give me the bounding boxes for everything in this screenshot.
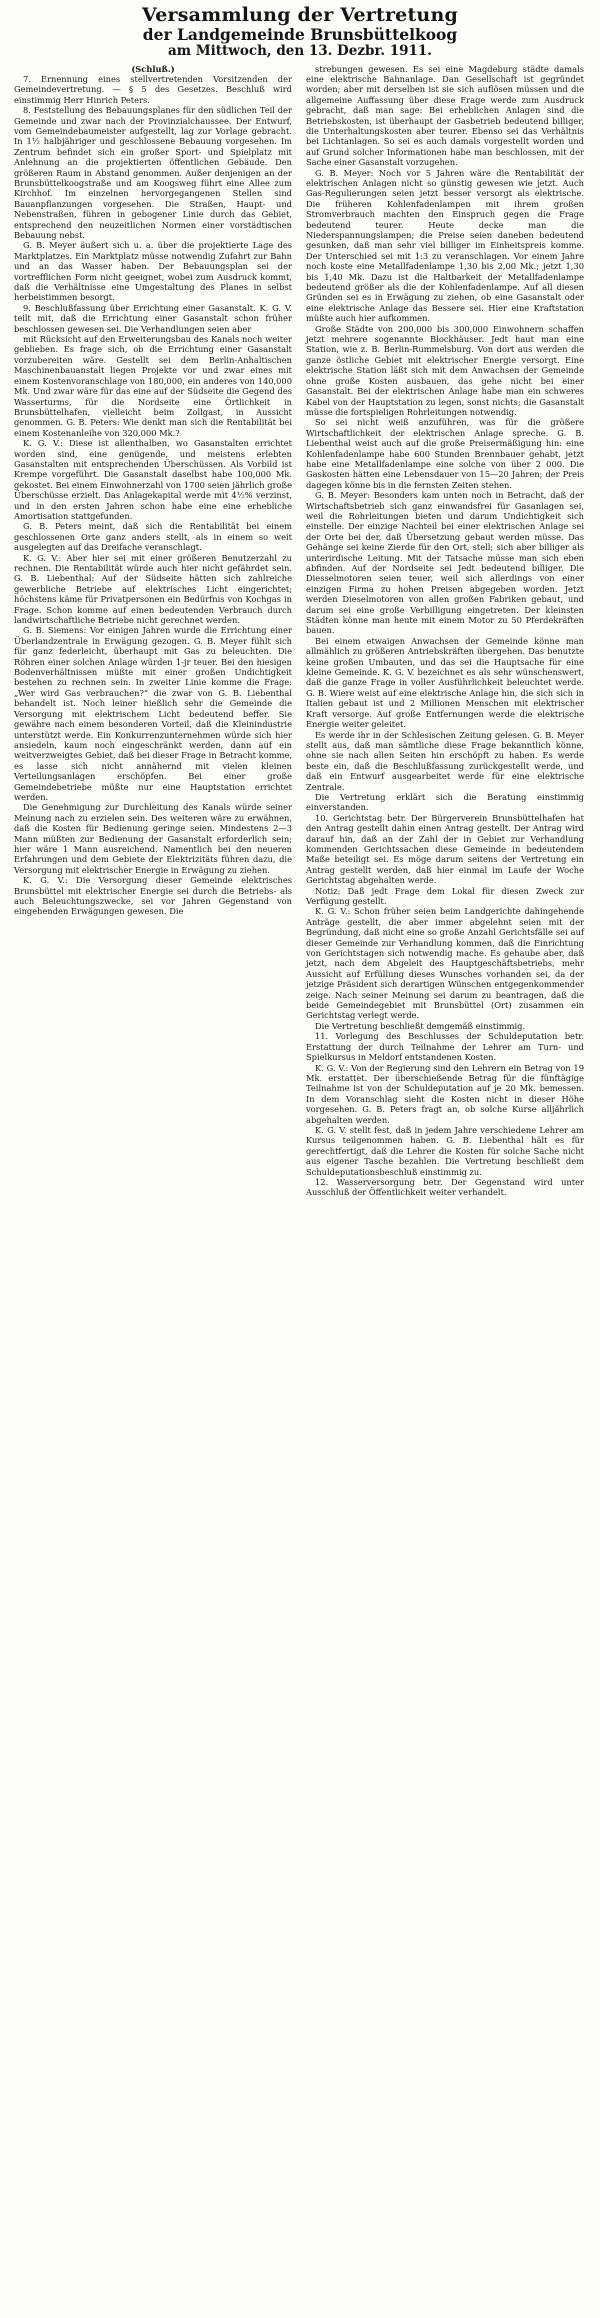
article-columns	[14, 64, 586, 1198]
paragraph: So sei nicht weiß anzuführen, was für die größere Wirtschaftlichkeit der elektrischen Anlage spreche. G. B. Liebenthal weist auch auf die große Preisermäßigung hin: eine Kohlenfadenlampe habe 600 Stunden Brennbauer gehabt, jetzt habe eine Metallfadenlampe eine solche von über 2 000. Die Gaskosten hätten eine Lebensdauer von 15—20 Jahren; der Preis dagegen könne bis in die fernsten Zeiten stehen.	[306, 417, 584, 490]
paragraph: Die Genehmigung zur Durchleitung des Kanals würde seiner Meinung nach zu erzielen sein. Des weiteren wäre zu erwähnen, daß die Kosten für Bedienung geringe seien. Mindestens 2—3 Mann müßten zur Bedienung der Gasanstalt erforderlich sein; hier wäre 1 Mann ausreichend. Namentlich bei den neueren Erfahrungen und dem Gebiete der Elektrizitäts führen dazu, die Versorgung mit elektrischer Energie in Erwägung zu ziehen.	[14, 802, 292, 875]
paragraph: 12. Wasserversorgung betr. Der Gegenstand wird unter Ausschluß der Öffentlichkeit weiter verhandelt.	[306, 1176, 584, 1198]
paragraph: G. B. Peters meint, daß sich die Rentabilität bei einem geschlossenen Orte ganz anders stellt, als in einem so weit ausgelegten auf das Dreifache veranschlagt.	[14, 521, 292, 553]
paragraph: K. G. V.: Diese ist allenthalben, wo Gasanstalten errichtet worden sind, eine genügende, und meistens erlebten Gasanstalten mit entsprechenden Überschüssen. Als Vorbild ist Krempe vorgeführt. Die Gasanstalt daselbst habe 100,000 Mk. gekostet. Bei einem Einwohnerzahl von 1700 seien jährlich große Überschüsse erzielt. Das Anlagekapital werde mit 4½% verzinst, und in den ersten Jahren schon habe eine eine erhebliche Amortisation stattgefunden.	[14, 438, 292, 521]
subhead: (Schluß.)	[131, 63, 175, 74]
paragraph: G. B. Meyer äußert sich u. a. über die projektierte Lage des Marktplatzes. Ein Marktplatz müsse notwendig Zufahrt zur Bahn und an das Wasser haben. Der Bebauungsplan sei der vortrefflichen Form nicht geeignet, wobei zum Ausdruck kommt, daß die Verhältnisse eine Umgestaltung des Planes in selbst herbeistimmen besorgt.	[14, 240, 292, 303]
masthead-title: Versammlung der Vertretung	[142, 4, 458, 26]
paragraph: K. G. V.: Die Versorgung dieser Gemeinde elektrisches Brunsbüttel mit elektrischer Energie sei durch die Betriebs- als auch Beleuchtungszwecke, sei vor Jahren Gegenstand von eingehenden Erwägungen gewesen. Die	[14, 875, 292, 917]
paragraph: K. G. V.: Aber hier sei mit einer größeren Benutzerzahl zu rechnen. Die Rentabilität würde auch hier nicht gefährdet sein. G. B. Liebenthal: Auf der Südseite hätten sich zahlreiche gewerbliche Betriebe auf elektrisches Licht eingerichtet; höchstens käme für Privatpersonen ein Bedürfnis von Kochgas in Frage. Schon komme auf einen bedeutenden Verbrauch durch landwirtschaftliche Betriebe nicht gerechnet werden.	[14, 552, 292, 626]
paragraph: Große Städte von 200,000 bis 300,000 Einwohnern schaffen jetzt mehrere sogenannte Blockhäuser. Jedt haut man eine Station, wie z. B. Berlin-Rummelsburg. Von dort aus werden die ganze östliche Gebiet mit elektrischer Energie versorgt. Eine elektrische Station läßt sich mit dem Anwachsen der Gemeinde ohne große Kosten ausbauen, das gehe nicht bei einer Gasanstalt. Bei der elektrischen Anlage habe man ein schweres Kabel von der Hauptstation zu legen, sonst nichts; die Gasanstalt müsse die fortspieligen Rohrleitungen notwendig.	[306, 323, 584, 417]
masthead-date: am Mittwoch, den 13. Dezbr. 1911.	[167, 42, 432, 59]
paragraph: Die Vertretung erklärt sich die Beratung einstimmig einverstanden.	[306, 791, 584, 813]
paragraph: G. B. Meyer: Noch vor 5 Jahren wäre die Rentabilität der elektrischen Anlagen nicht so günstig gewesen wie jetzt. Auch Gas-Regulierungen seien jetzt besser versorgt als elektrische. Die früheren Kohlenfadenlampen mit ihrem großen Stromverbrauch machten den Einspruch gegen die Frage bedeutend teurer. Heute decke man die Niederspannungslampen; die Preise seien daneben bedeutend gesunken, daß man sehr viel billiger im Einheitspreis komme. Der Unterschied sei mit 1:3 zu veranschlagen. Vor einem Jahre noch koste eine Metallfadenlampe 1,30 bis 2,00 Mk.; jetzt 1,30 bis 1,40 Mk. Dazu ist die Haltbarkeit der Metallfadenlampe bedeutend größer als die der Kohlenfadenlampe. Auf all diesen Gründen sei es in Erwägung zu ziehen, ob eine Gasanstalt oder eine elektrische Anlage das Bessere sei. Hier eine Kraftstation müßte auch hier aufkommen.	[306, 167, 584, 324]
paragraph: Notiz: Daß jedt Frage dem Lokal für diesen Zweck zur Verfügung gestellt.	[306, 885, 584, 906]
masthead	[14, 6, 586, 60]
paragraph: K. G. V.: Schon früher seien beim Landgerichte dahingehende Anträge gestellt, die aber immer abgelehnt seien mit der Begründung, daß nicht eine so große Anzahl Gerichtsfälle sei auf dieser Gemeinde zur Verhandlung kommen, daß die Einrichtung von Gerichtstagen sich notwendig mache. Es gehaube aber, daß jetzt, nach dem Abgeleit des Hauptgeschäftsbetriebs, mehr Aussicht auf Erfüllung dieses Wunsches vorhanden sei, da der jetzige Präsident sich derartigen Wünschen entgegenkommender zeige. Nach seiner Meinung sei darum zu beantragen, daß die beide Gemeindegebiet mit Brunsbüttel (Ort) zusammen ein Gerichtstag verlegt werde.	[306, 906, 584, 1021]
paragraph: Bei einem etwaigen Anwachsen der Gemeinde könne man allmählich zu größeren Antriebskräften übergehen. Das benutzte keine großen Umbauten, und das sei die Hauptsache für eine kleine Gemeinde. K. G. V. bezeichnet es als sehr wünschenswert, daß die ganze Frage in voller Ausführlichkeit beleuchtet werde. G. B. Wiere weist auf eine elektrische Anlage hin, die sich sich in Italien gebaut ist und 2 Millionen Menschen mit elektrischer Kraft versorge. Auf große Entfernungen werde die elektrische Energie weiter geleitet.	[306, 635, 584, 730]
paragraph: 8. Feststellung des Bebauungsplanes für den südlichen Teil der Gemeinde und zwar nach der Provinzialchaussee. Der Entwurf, vom Gemeindebaumeister aufgestellt, lag zur Vorlage gebracht. In 1½ halbjähriger und geschlossene Bebauung vorgesehen. Im Zentrum befindet sich ein großer Sport- und Spielplatz mit Anlehnung an die projektierten öffentlichen Gebäude. Den größeren Raum in Abstand genommen. Außer denjenigen an der Brunsbüttelkoogstraße und am Koogsweg führt eine Allee zum Kirchhof. Im einzelnen hervorgegangenen Stellen sind Bauanpflanzungen vorgesehen. Die Straßen, Haupt- und Nebenstraßen, führen in gebogener Linie durch das Gebiet, entsprechend den neuzeitlichen Normen einer vorstädtischen Bebauung nebst.	[14, 105, 292, 240]
paragraph: strebungen gewesen. Es sei eine Magdeburg städte damals eine elektrische Bahnanlage. Dan Gesellschaft ist gegründet worden; aber mit derselben ist sie sich auflösen müssen und die allgemeine Auffassung über diese Frage werde zum Ausdruck gebracht, daß man sage: Bei erheblichen Anlagen sind die Betriebskosten, ist überhaupt der Gasbetrieb bedeutend billiger, die Unterhaltungskosten aber teurer. Ebenso sei das Verhältnis bei Lichtanlagen. So sei es auch damals vorgestellt worden und auf Grund solcher Informationen habe man beschlossen, mit der Sache einer Gasanstalt vorzugehen.	[306, 63, 584, 168]
paragraph: Es werde ihr in der Schlesischen Zeitung gelesen. G. B. Meyer stellt aus, daß man sämtliche diese Frage bekanntlich könne, ohne sie nach allen Seiten hin erschöpft zu haben. Es werde beste ein, daß die Beschlußfassung zurückgestellt werde, und daß ein Entwurf ausgearbeitet werde für eine elektrische Zentrale.	[306, 729, 584, 792]
paragraph: G. B. Siemens: Vor einigen Jahren wurde die Errichtung einer Überlandzentrale in Erwägung gezogen. G. B. Meyer fühlt sich für ganz federleicht, überhaupt mit Gas zu beleuchten. Die Röhren einer solchen Anlage würden 1-jr teuer. Bei den hiesigen Bodenverhältnissen müßte mit einer großen Undichtigkeit bestehen zu rechnen sein. In zweiter Linie komme die Frage: „Wer wird Gas verbrauchen?“ die zwar von G. B. Liebenthal behandelt ist. Noch leiner hießlich sehr die Gemeinde die Versorgung mit elektrischem Licht bedeutend beffer. Sie gewähre nach einem besonderen Vorteil, daß die Kleinindustrie unterstützt werde. Ein Konkurrenzunternehmen würde sich hier ansiedeln, kaum noch eingeschränkt werden, dann auf ein weitverzweigtes Gebiet, daß bei dieser Frage in Betracht komme, es lasse sich nicht annähernd mit vielen kleinen Verteilungsanlagen erschöpfen. Bei einer große Gemeindebetriebe müßte nur eine Hauptstation errichtet werden.	[14, 625, 292, 802]
paragraph: 7. Ernennung eines stellvertretenden Vorsitzenden der Gemeindevertretung. — § 5 des Gesetzes. Beschluß wird einstimmig Herr Hinrich Peters.	[14, 73, 292, 105]
left-column	[14, 64, 292, 1198]
paragraph: G. B. Meyer: Besonders kam unten noch in Betracht, daß der Wirtschaftsbetrieb sich ganz einwandsfrei für Gasanlagen sei, weil die Rohrleitungen bieten und darum Undichtigkeit sich einstelle. Der einzige Nachteil bei einer elektrischen Anlage sei der Orte bei der, daß Übersetzung gebaut werden müsse. Das Gehänge sei keine Zierde für den Ort, stell; sich aber billiger als unterirdische Leitung. Mit der Tatsache müsse man sich eben abfinden. Auf der Nordseite sei Jedt bedeutend billiger. Die Diesselmotoren seien teuer, weil sich allerdings von einer einzigen Firma zu hohen Preisen abgegeben worden. Jetzt werden Dieselmotoren von allen großen Fabriken gebaut, und darum sei eine große Verbilligung eingetreten. Der kleinsten Städten könne man heute mit einem Motor zu 50 Pferdekräften bauen.	[306, 490, 584, 636]
masthead-subtitle: der Landgemeinde Brunsbüttelkoog	[142, 24, 458, 44]
paragraph: K. G. V. stellt fest, daß in jedem Jahre verschiedene Lehrer am Kursus teilgenommen haben. G. B. Liebenthal hält es für gerechtfertigt, daß die Lehrer die Kosten für solche Sache nicht aus eigener Tasche bezahlen. Die Vertretung beschließt dem Schuldeputationsbeschluß einstimmig zu.	[306, 1124, 584, 1177]
paragraph: 11. Vorlegung des Beschlusses der Schuldeputation betr. Erstattung der durch Teilnahme der Lehrer am Turn- und Spielkursus in Meldorf entstandenen Kosten.	[306, 1031, 584, 1063]
paragraph: mit Rücksicht auf den Erweiterungsbau des Kanals noch weiter geblieben. Es frage sich, ob die Errichtung einer Gasanstalt vorzubereiten wäre. Gestellt sei dem Berlin-Anhaltischen Maschinenbauanstalt liegen Projekte vor und zwar eines mit einem Kostenvoranschlage von 180,000, ein anderes von 140,000 Mk. Und zwar wäre für das eine auf der Südseite die Gegend des Wasserturms, für die Nordseite eine Örtlichkeit in Brunsbüttelhafen, vielleicht beim Zollgast, in Aussicht genommen. G. B. Peters: Wie denkt man sich die Rentabilität bei einem Kostenanleihe von 320,000 Mk.?	[14, 334, 292, 438]
paragraph: 10. Gerichtstag betr. Der Bürgerverein Brunsbüttelhafen hat den Antrag gestellt dahin einen Antrag gestellt. Der Antrag wird darauf hin, daß an der Zahl der in Gebiet zur Verhandlung kommenden Gerichtssachen diese Gemeinde in bedeutendem Maße beteiligt sei. Es möge darum seitens der Vertretung ein Antrag gestellt werden, daß hier einmal im Laufe der Woche Gerichtstag abgehalten werde.	[306, 812, 584, 886]
paragraph: K. G. V.: Von der Regierung sind den Lehrern ein Betrag von 19 Mk. erstattet. Der überschießende Betrag für die fünftägige Teilnahme ist von der Schuldeputation auf je 20 Mk. bemessen. In dem Voranschlag sieht die Kosten nicht in dieser Höhe vorgesehen. G. B. Peters fragt an, ob solche Kurse alljährlich abgehalten werden.	[306, 1062, 584, 1125]
right-column	[306, 64, 584, 1198]
paragraph: 9. Beschlußfassung über Errichtung einer Gasanstalt. K. G. V. teilt mit, daß die Errichtung einer Gasanstalt schon früher beschlossen gewesen sei. Die Verhandlungen seien aber	[14, 302, 292, 334]
paragraph: Die Vertretung beschließt demgemäß einstimmig.	[315, 1020, 526, 1031]
